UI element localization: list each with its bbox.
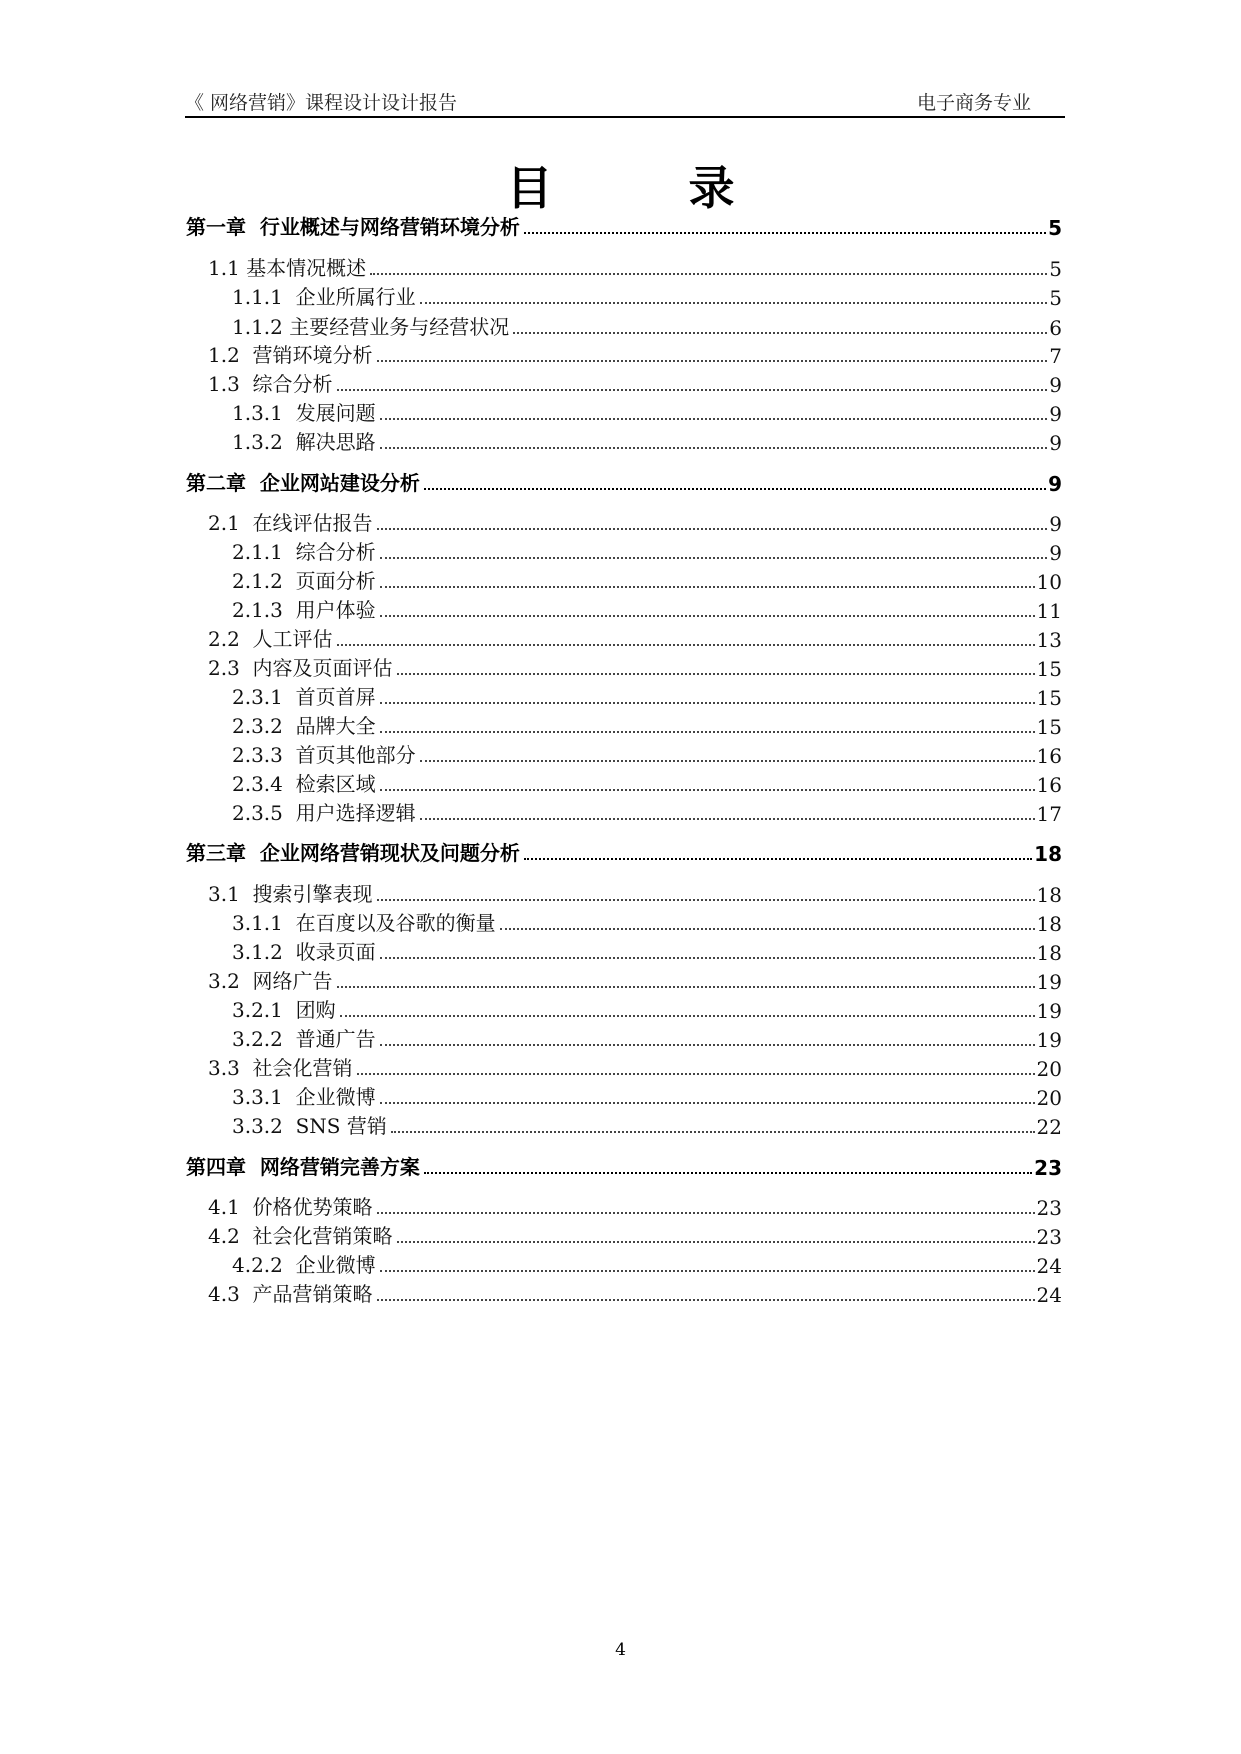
toc-chapter-entry[interactable] bbox=[186, 212, 1062, 240]
toc-dot-leader bbox=[391, 1131, 1035, 1133]
toc-subsection-entry[interactable] bbox=[186, 427, 1062, 455]
toc-entry-page: 20 bbox=[1036, 1057, 1062, 1081]
toc-entry-title: 2.3 内容及页面评估 bbox=[208, 656, 393, 680]
toc-subsection-entry[interactable] bbox=[186, 711, 1062, 739]
toc-entry-page: 18 bbox=[1036, 883, 1062, 907]
toc-entry-page: 7 bbox=[1049, 344, 1062, 368]
toc-dot-leader bbox=[377, 1212, 1035, 1214]
toc-entry-title: 2.1.2 页面分析 bbox=[232, 569, 376, 593]
toc-entry-title: 4.2 社会化营销策略 bbox=[208, 1224, 393, 1248]
toc-entry-title: 1.2 营销环境分析 bbox=[208, 343, 373, 367]
toc-chapter-entry[interactable] bbox=[186, 468, 1062, 496]
toc-entry-title: 第一章 行业概述与网络营销环境分析 bbox=[186, 215, 520, 239]
toc-entry-page: 9 bbox=[1049, 373, 1062, 397]
toc-chapter-entry[interactable] bbox=[186, 838, 1062, 866]
toc-entry-page: 15 bbox=[1036, 686, 1062, 710]
toc-entry-title: 3.3.1 企业微博 bbox=[232, 1085, 376, 1109]
toc-subsection-entry[interactable] bbox=[186, 1250, 1062, 1278]
toc-entry-page: 9 bbox=[1049, 512, 1062, 536]
toc-subsection-entry[interactable] bbox=[186, 937, 1062, 965]
toc-section-entry[interactable] bbox=[186, 1053, 1062, 1081]
toc-entry-title: 1.1 基本情况概述 bbox=[208, 256, 367, 280]
toc-subsection-entry[interactable] bbox=[186, 566, 1062, 594]
toc-entry-title: 4.1 价格优势策略 bbox=[208, 1195, 373, 1219]
toc-section-entry[interactable] bbox=[186, 369, 1062, 397]
toc-entry-page: 6 bbox=[1049, 316, 1062, 340]
toc-dot-leader bbox=[524, 858, 1032, 860]
toc-entry-page: 5 bbox=[1048, 216, 1062, 240]
toc-section-entry[interactable] bbox=[186, 624, 1062, 652]
toc-entry-title: 3.1 搜索引擎表现 bbox=[208, 882, 373, 906]
toc-dot-leader bbox=[340, 1015, 1035, 1017]
toc-entry-page: 23 bbox=[1034, 1156, 1062, 1180]
toc-subsection-entry[interactable] bbox=[186, 595, 1062, 623]
toc-entry-title: 1.3 综合分析 bbox=[208, 372, 333, 396]
toc-subsection-entry[interactable] bbox=[186, 995, 1062, 1023]
toc-entry-page: 9 bbox=[1049, 402, 1062, 426]
toc-dot-leader bbox=[377, 528, 1048, 530]
toc-entry-page: 9 bbox=[1049, 431, 1062, 455]
toc-dot-leader bbox=[380, 957, 1035, 959]
toc-dot-leader bbox=[420, 760, 1035, 762]
toc-subsection-entry[interactable] bbox=[186, 798, 1062, 826]
toc-dot-leader bbox=[377, 1299, 1035, 1301]
toc-entry-title: 第二章 企业网站建设分析 bbox=[186, 471, 420, 495]
toc-dot-leader bbox=[370, 273, 1047, 275]
page-number: 4 bbox=[615, 1640, 626, 1660]
toc-entry-title: 第三章 企业网络营销现状及问题分析 bbox=[186, 841, 520, 865]
toc-dot-leader bbox=[420, 302, 1048, 304]
toc-entry-title: 2.1 在线评估报告 bbox=[208, 511, 373, 535]
toc-entry-page: 9 bbox=[1048, 472, 1062, 496]
toc-entry-title: 2.3.5 用户选择逻辑 bbox=[232, 801, 416, 825]
toc-entry-title: 2.3.4 检索区域 bbox=[232, 772, 376, 796]
toc-subsection-entry[interactable] bbox=[186, 1082, 1062, 1110]
header-rule bbox=[185, 116, 1065, 118]
toc-section-entry[interactable] bbox=[186, 1221, 1062, 1249]
toc-dot-leader bbox=[337, 389, 1048, 391]
toc-dot-leader bbox=[380, 418, 1048, 420]
toc-subsection-entry[interactable] bbox=[186, 537, 1062, 565]
toc-entry-page: 18 bbox=[1036, 912, 1062, 936]
toc-entry-page: 20 bbox=[1036, 1086, 1062, 1110]
toc-subsection-entry[interactable] bbox=[186, 398, 1062, 426]
toc-section-entry[interactable] bbox=[186, 508, 1062, 536]
toc-entry-title: 4.2.2 企业微博 bbox=[232, 1253, 376, 1277]
toc-entry-page: 9 bbox=[1049, 541, 1062, 565]
toc-entry-page: 18 bbox=[1034, 842, 1062, 866]
toc-entry-page: 19 bbox=[1036, 1028, 1062, 1052]
toc-entry-page: 23 bbox=[1036, 1225, 1062, 1249]
toc-dot-leader bbox=[380, 1270, 1035, 1272]
toc-dot-leader bbox=[380, 1044, 1035, 1046]
header-course-title: 《 网络营销》课程设计设计报告 bbox=[185, 92, 458, 114]
toc-entry-page: 19 bbox=[1036, 999, 1062, 1023]
toc-entry-title: 3.3.2 SNS 营销 bbox=[232, 1114, 387, 1138]
toc-entry-title: 2.3.3 首页其他部分 bbox=[232, 743, 416, 767]
toc-section-entry[interactable] bbox=[186, 340, 1062, 368]
toc-dot-leader bbox=[524, 232, 1046, 234]
toc-entry-title: 3.2 网络广告 bbox=[208, 969, 333, 993]
toc-entry-title: 1.3.2 解决思路 bbox=[232, 430, 376, 454]
toc-entry-page: 16 bbox=[1036, 744, 1062, 768]
toc-entry-page: 17 bbox=[1036, 802, 1062, 826]
toc-subsection-entry[interactable] bbox=[186, 908, 1062, 936]
toc-entry-page: 18 bbox=[1036, 941, 1062, 965]
toc-entry-title: 3.3 社会化营销 bbox=[208, 1056, 353, 1080]
toc-entry-title: 1.1.2 主要经营业务与经营状况 bbox=[232, 315, 510, 339]
toc-chapter-entry[interactable] bbox=[186, 1152, 1062, 1180]
toc-entry-page: 24 bbox=[1036, 1254, 1062, 1278]
toc-section-entry[interactable] bbox=[186, 1279, 1062, 1307]
toc-entry-title: 3.2.1 团购 bbox=[232, 998, 336, 1022]
toc-dot-leader bbox=[424, 1172, 1032, 1174]
toc-entry-title: 1.1.1 企业所属行业 bbox=[232, 285, 416, 309]
toc-entry-title: 2.3.1 首页首屏 bbox=[232, 685, 376, 709]
toc-dot-leader bbox=[420, 818, 1035, 820]
toc-subsection-entry[interactable] bbox=[186, 769, 1062, 797]
toc-entry-page: 23 bbox=[1036, 1196, 1062, 1220]
header-major: 电子商务专业 bbox=[916, 92, 1031, 114]
toc-entry-page: 24 bbox=[1036, 1283, 1062, 1307]
toc-title: 目 录 bbox=[506, 161, 795, 215]
toc-section-entry[interactable] bbox=[186, 253, 1062, 281]
toc-dot-leader bbox=[377, 360, 1048, 362]
toc-entry-page: 16 bbox=[1036, 773, 1062, 797]
toc-entry-title: 2.3.2 品牌大全 bbox=[232, 714, 376, 738]
toc-dot-leader bbox=[380, 586, 1035, 588]
toc-dot-leader bbox=[380, 702, 1035, 704]
toc-entry-page: 15 bbox=[1036, 715, 1062, 739]
toc-entry-page: 10 bbox=[1036, 570, 1062, 594]
toc-entry-page: 5 bbox=[1049, 286, 1062, 310]
page-header bbox=[185, 86, 1065, 116]
toc-entry-page: 15 bbox=[1036, 657, 1062, 681]
toc-dot-leader bbox=[380, 557, 1048, 559]
toc-section-entry[interactable] bbox=[186, 966, 1062, 994]
toc-entry-title: 1.3.1 发展问题 bbox=[232, 401, 376, 425]
toc-entry-title: 3.2.2 普通广告 bbox=[232, 1027, 376, 1051]
toc-entry-title: 2.1.1 综合分析 bbox=[232, 540, 376, 564]
toc-subsection-entry[interactable] bbox=[186, 1024, 1062, 1052]
toc-dot-leader bbox=[357, 1073, 1035, 1075]
toc-subsection-entry[interactable] bbox=[186, 282, 1062, 310]
toc-entry-page: 19 bbox=[1036, 970, 1062, 994]
toc-dot-leader bbox=[377, 899, 1035, 901]
toc-section-entry[interactable] bbox=[186, 653, 1062, 681]
toc-dot-leader bbox=[380, 1102, 1035, 1104]
toc-dot-leader bbox=[337, 644, 1035, 646]
toc-section-entry[interactable] bbox=[186, 879, 1062, 907]
toc-entry-title: 2.1.3 用户体验 bbox=[232, 598, 376, 622]
toc-dot-leader bbox=[380, 789, 1035, 791]
toc-entry-page: 22 bbox=[1036, 1115, 1062, 1139]
toc-entry-title: 2.2 人工评估 bbox=[208, 627, 333, 651]
toc-entry-title: 3.1.1 在百度以及谷歌的衡量 bbox=[232, 911, 496, 935]
toc-dot-leader bbox=[500, 928, 1035, 930]
toc-dot-leader bbox=[380, 615, 1035, 617]
toc-dot-leader bbox=[397, 1241, 1035, 1243]
toc-entry-title: 第四章 网络营销完善方案 bbox=[186, 1155, 420, 1179]
toc-section-entry[interactable] bbox=[186, 1192, 1062, 1220]
toc-dot-leader bbox=[380, 731, 1035, 733]
toc-entry-title: 3.1.2 收录页面 bbox=[232, 940, 376, 964]
toc-subsection-entry[interactable] bbox=[186, 682, 1062, 710]
toc-entry-page: 5 bbox=[1049, 257, 1062, 281]
toc-subsection-entry[interactable] bbox=[186, 312, 1062, 340]
toc-entry-page: 13 bbox=[1036, 628, 1062, 652]
toc-dot-leader bbox=[424, 488, 1046, 490]
toc-entry-page: 11 bbox=[1036, 599, 1062, 623]
toc-dot-leader bbox=[380, 447, 1048, 449]
toc-subsection-entry[interactable] bbox=[186, 1111, 1062, 1139]
toc-dot-leader bbox=[337, 986, 1035, 988]
toc-entry-title: 4.3 产品营销策略 bbox=[208, 1282, 373, 1306]
toc-subsection-entry[interactable] bbox=[186, 740, 1062, 768]
toc-dot-leader bbox=[397, 673, 1035, 675]
toc-dot-leader bbox=[513, 332, 1047, 334]
